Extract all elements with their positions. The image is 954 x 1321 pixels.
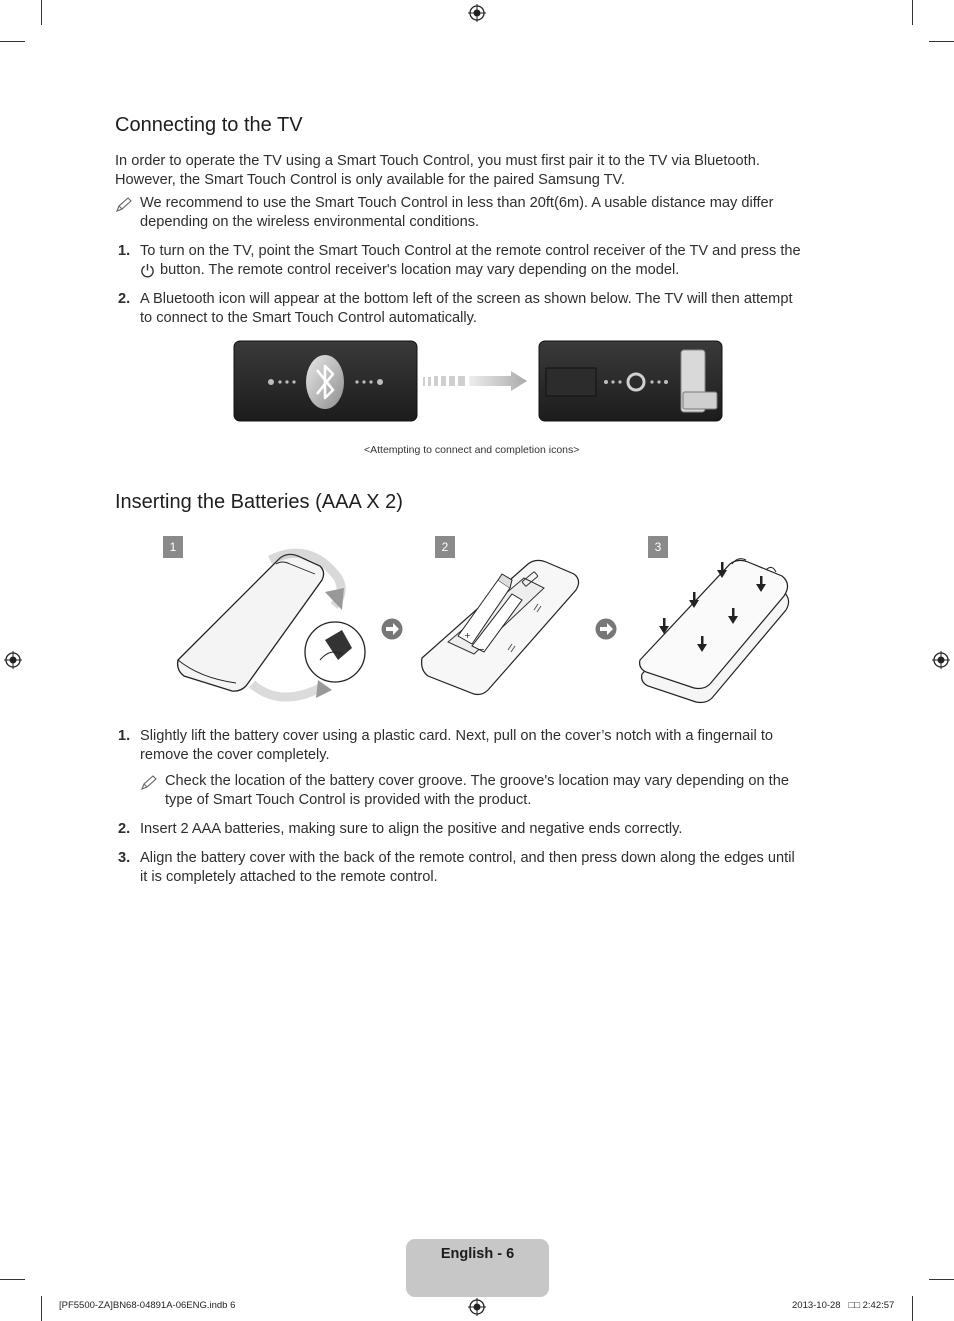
svg-text:+: + (464, 631, 471, 640)
step-number: 2. (118, 821, 131, 837)
step-number: 1. (118, 728, 131, 744)
step-text: remove the cover completely. (140, 747, 330, 763)
step-badge-1: 1 (163, 536, 183, 558)
insert-batteries-illustration (418, 558, 583, 698)
step-text: Align the battery cover with the back of the remote control, and then press down along the edges until (140, 850, 795, 866)
step-number: 2. (118, 291, 131, 307)
crop-mark (0, 41, 25, 42)
print-timestamp: 2013-10-28 □□ 2:42:57 (792, 1300, 895, 1311)
step-number: 3. (118, 850, 131, 866)
step-text: To turn on the TV, point the Smart Touch Control at the remote control receiver of the TV and press the (140, 243, 801, 259)
note-pencil-icon (140, 774, 158, 792)
intro-line-2: However, the Smart Touch Control is only available for the paired Samsung TV. (115, 172, 625, 188)
power-icon (140, 263, 155, 278)
bluetooth-connect-illustration (233, 340, 725, 424)
svg-text:−: − (478, 645, 485, 654)
note-line-1: Check the location of the battery cover groove. The groove's location may vary depending on the (165, 773, 789, 789)
registration-mark-icon (468, 1298, 486, 1316)
crop-mark (912, 1296, 913, 1321)
step-text: Insert 2 AAA batteries, making sure to align the positive and negative ends correctly. (140, 821, 683, 837)
step-text: button. The remote control receiver's location may vary depending on the model. (160, 262, 680, 278)
bluetooth-icon (306, 355, 344, 409)
intro-line-1: In order to operate the TV using a Smart Touch Control, you must first pair it to the TV via Bluetooth. (115, 153, 760, 169)
crop-mark (41, 0, 42, 25)
page-number-label: English - 6 (440, 1246, 515, 1262)
step-badge-3: 3 (648, 536, 668, 558)
registration-mark-icon (932, 651, 950, 669)
note-line-2: type of Smart Touch Control is provided with the product. (165, 792, 532, 808)
crop-mark (929, 41, 954, 42)
note-line-2: depending on the wireless environmental conditions. (140, 214, 480, 230)
crop-mark (0, 1279, 25, 1280)
registration-mark-icon (468, 4, 486, 22)
step-number: 1. (118, 243, 131, 259)
arrow-right-icon (381, 618, 403, 640)
section-title-batteries: Inserting the Batteries (AAA X 2) (115, 491, 403, 513)
registration-mark-icon (4, 651, 22, 669)
figure-caption: <Attempting to connect and completion icons> (364, 444, 580, 456)
section-title-connecting: Connecting to the TV (115, 114, 303, 136)
note-pencil-icon (115, 196, 133, 214)
crop-mark (912, 0, 913, 25)
step-badge-2: 2 (435, 536, 455, 558)
arrow-right-icon (595, 618, 617, 640)
crop-mark (41, 1296, 42, 1321)
note-line-1: We recommend to use the Smart Touch Control in less than 20ft(6m). A usable distance may differ (140, 195, 774, 211)
step-text: A Bluetooth icon will appear at the bottom left of the screen as shown below. The TV will then attempt (140, 291, 793, 307)
attach-cover-illustration (636, 556, 796, 706)
file-slug: [PF5500-ZA]BN68-04891A-06ENG.indb 6 (59, 1300, 236, 1311)
step-text: it is completely attached to the remote control. (140, 869, 438, 885)
step-text: Slightly lift the battery cover using a plastic card. Next, pull on the cover’s notch with a fingernail to (140, 728, 773, 744)
crop-mark (929, 1279, 954, 1280)
step-text: to connect to the Smart Touch Control automatically. (140, 310, 477, 326)
arrow-right-icon (423, 371, 527, 391)
remove-cover-illustration (170, 548, 370, 708)
